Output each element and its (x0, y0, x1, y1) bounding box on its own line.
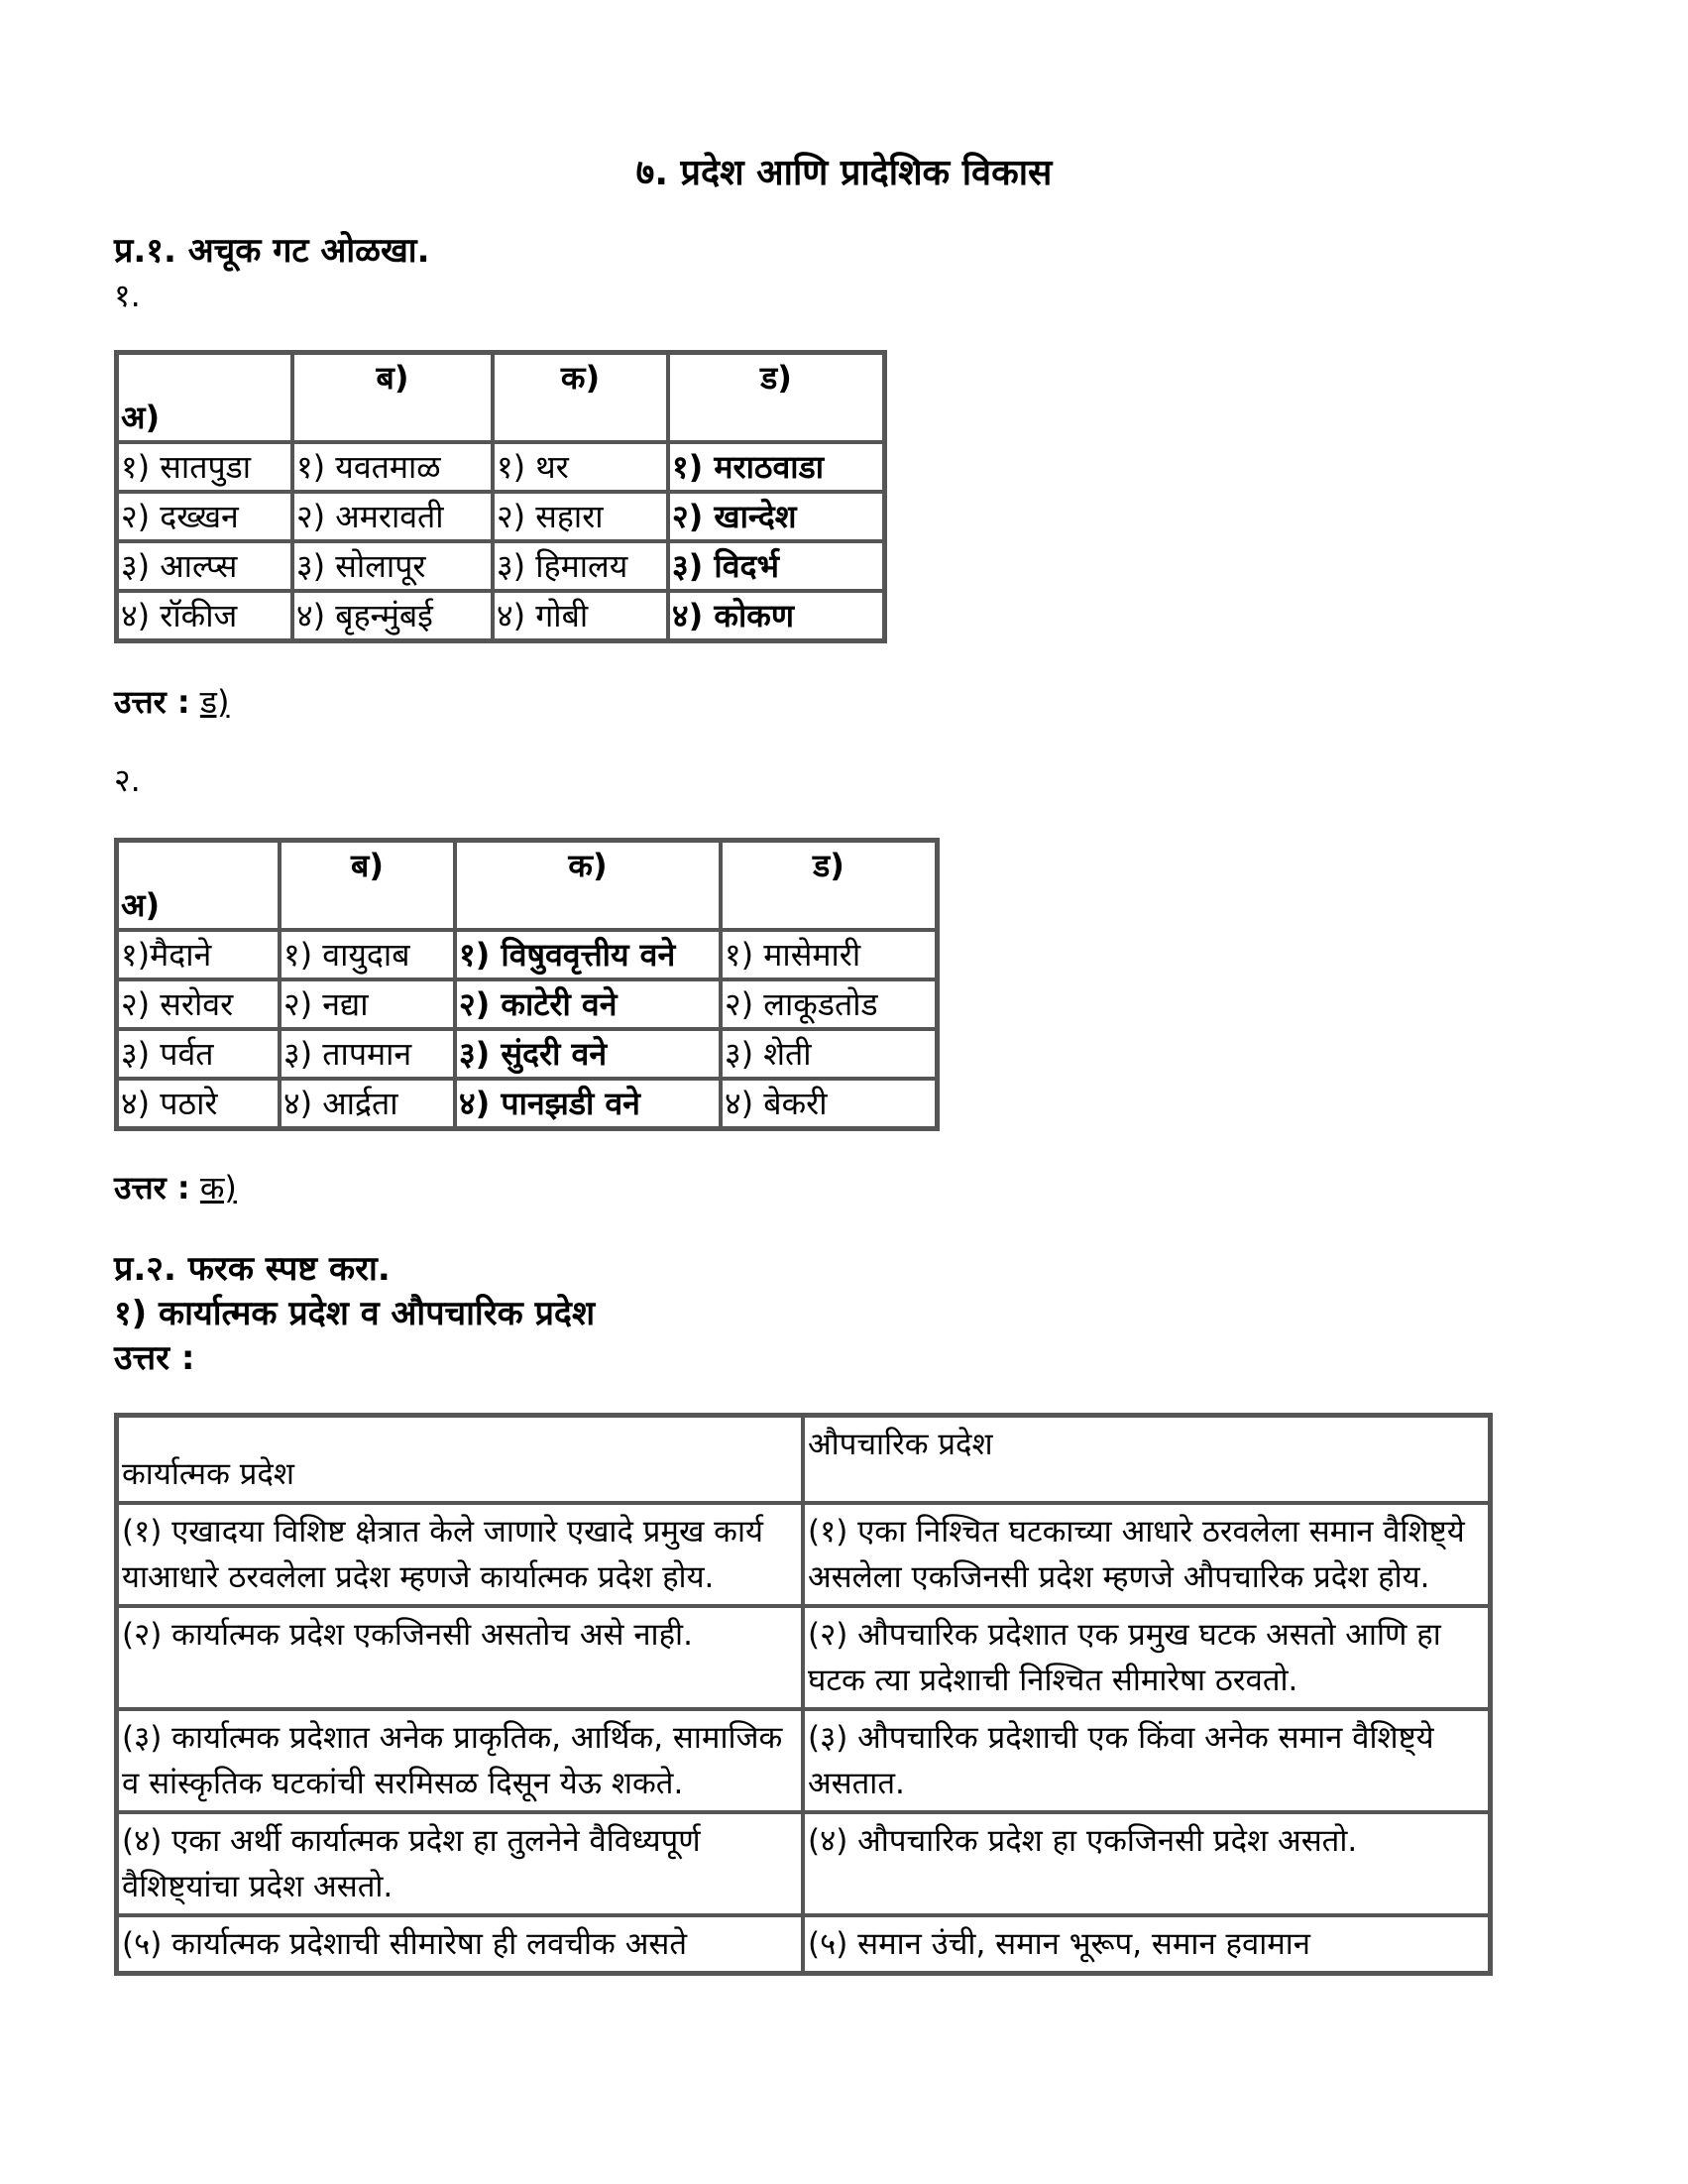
table-cell-correct: २) काटेरी वने (455, 979, 721, 1029)
table-cell: (२) औपचारिक प्रदेशात एक प्रमुख घटक असतो आणि हा घटक त्या प्रदेशाची निश्चित सीमारेषा ठरवतो. (803, 1606, 1490, 1709)
table-row (117, 1079, 937, 1128)
answer-2 (114, 1166, 237, 1208)
table-row (117, 979, 937, 1029)
table-cell-correct: ३) सुंदरी वने (455, 1029, 721, 1079)
match-table-2 (114, 838, 940, 1131)
table-row (117, 541, 884, 591)
table-cell: (२) कार्यात्मक प्रदेश एकजिनसी असतोच असे नाही. (117, 1606, 803, 1709)
answer-label: उत्तर : (114, 683, 190, 721)
table-row (117, 1029, 937, 1079)
table-cell: ४) गोबी (493, 591, 668, 640)
table-cell-correct: १) मराठवाडा (668, 442, 884, 492)
table-cell: (३) औपचारिक प्रदेशाची एक किंवा अनेक समान वैशिष्ट्ये असतात. (803, 1709, 1490, 1812)
question-2-heading: प्र.२. फरक स्पष्ट करा. (114, 1249, 391, 1289)
table-cell: १)मैदाने (117, 930, 280, 979)
table-cell: ३) शेती (721, 1029, 937, 1079)
table-cell: १) मासेमारी (721, 930, 937, 979)
table-cell: ३) तापमान (280, 1029, 455, 1079)
table-cell: (४) एका अर्थी कार्यात्मक प्रदेश हा तुलनेने वैविध्यपूर्ण वैशिष्ट्यांचा प्रदेश असतो. (117, 1812, 803, 1915)
table-header-row (117, 1416, 1490, 1503)
table-cell: १) यवतमाळ (292, 442, 493, 492)
question-2-answer-label: उत्तर : (114, 1338, 195, 1378)
table-cell-correct: ३) विदर्भ (668, 541, 884, 591)
table-cell: २) दख्खन (117, 492, 292, 541)
table-cell: १) सातपुडा (117, 442, 292, 492)
column-header-functional-region: कार्यात्मक प्रदेश (117, 1416, 803, 1503)
table-cell-correct: १) विषुववृत्तीय वने (455, 930, 721, 979)
table-cell: ४) पठारे (117, 1079, 280, 1128)
table-cell: २) नद्या (280, 979, 455, 1029)
set-2-number: २. (114, 761, 141, 799)
column-header-k: क) (455, 841, 721, 930)
table-cell: (३) कार्यात्मक प्रदेशात अनेक प्राकृतिक, आर्थिक, सामाजिक व सांस्कृतिक घटकांची सरमिसळ दिसून येऊ शकते. (117, 1709, 803, 1812)
table-cell: २) सहारा (493, 492, 668, 541)
difference-table (114, 1413, 1493, 1976)
table-row (117, 1812, 1490, 1915)
table-header-row (117, 841, 937, 930)
answer-value: ड) (199, 683, 230, 721)
table-cell: ३) पर्वत (117, 1029, 280, 1079)
table-cell: २) अमरावती (292, 492, 493, 541)
table-cell: ३) सोलापूर (292, 541, 493, 591)
table-cell-correct: २) खान्देश (668, 492, 884, 541)
table-cell: ४) आर्द्रता (280, 1079, 455, 1128)
table-cell: १) थर (493, 442, 668, 492)
table-row (117, 930, 937, 979)
table-cell: ३) आल्प्स (117, 541, 292, 591)
table-cell: (५) कार्यात्मक प्रदेशाची सीमारेषा ही लवचीक असते (117, 1915, 803, 1973)
table-cell: ४) बेकरी (721, 1079, 937, 1128)
table-row (117, 442, 884, 492)
match-table-1 (114, 350, 887, 643)
table-cell-correct: ४) पानझडी वने (455, 1079, 721, 1128)
column-header-k: क) (493, 353, 668, 442)
table-row (117, 1915, 1490, 1973)
table-row (117, 1709, 1490, 1812)
column-header-b: ब) (280, 841, 455, 930)
table-cell: (५) समान उंची, समान भूरूप, समान हवामान (803, 1915, 1490, 1973)
column-header-b: ब) (292, 353, 493, 442)
table-cell-correct: ४) कोकण (668, 591, 884, 640)
set-1-number: १. (114, 277, 141, 314)
question-1-heading: प्र.१. अचूक गट ओळखा. (114, 231, 430, 271)
table-cell: (१) एका निश्चित घटकाच्या आधारे ठरवलेला समान वैशिष्ट्ये असलेला एकजिनसी प्रदेश म्हणजे औपचारिक प्रदेश होय. (803, 1503, 1490, 1606)
table-cell: (४) औपचारिक प्रदेश हा एकजिनसी प्रदेश असतो. (803, 1812, 1490, 1915)
table-cell: ४) रॉकीज (117, 591, 292, 640)
table-row (117, 591, 884, 640)
table-row (117, 492, 884, 541)
table-cell: २) सरोवर (117, 979, 280, 1029)
answer-value: क) (199, 1169, 237, 1207)
question-2-subheading: १) कार्यात्मक प्रदेश व औपचारिक प्रदेश (114, 1294, 596, 1333)
table-header-row (117, 353, 884, 442)
column-header-d: ड) (721, 841, 937, 930)
answer-1 (114, 680, 229, 723)
table-cell: ३) हिमालय (493, 541, 668, 591)
column-header-a: अ) (117, 353, 292, 442)
table-cell: २) लाकूडतोड (721, 979, 937, 1029)
answer-label: उत्तर : (114, 1169, 190, 1207)
column-header-d: ड) (668, 353, 884, 442)
table-cell: (१) एखादया विशिष्ट क्षेत्रात केले जाणारे एखादे प्रमुख कार्य याआधारे ठरवलेला प्रदेश म्हणजे कार्यात्मक प्रदेश होय. (117, 1503, 803, 1606)
column-header-a: अ) (117, 841, 280, 930)
page-title: ७. प्रदेश आणि प्रादेशिक विकास (635, 153, 1053, 193)
column-header-formal-region: औपचारिक प्रदेश (803, 1416, 1490, 1503)
table-cell: १) वायुदाब (280, 930, 455, 979)
table-row (117, 1606, 1490, 1709)
table-row (117, 1503, 1490, 1606)
table-cell: ४) बृहन्मुंबई (292, 591, 493, 640)
